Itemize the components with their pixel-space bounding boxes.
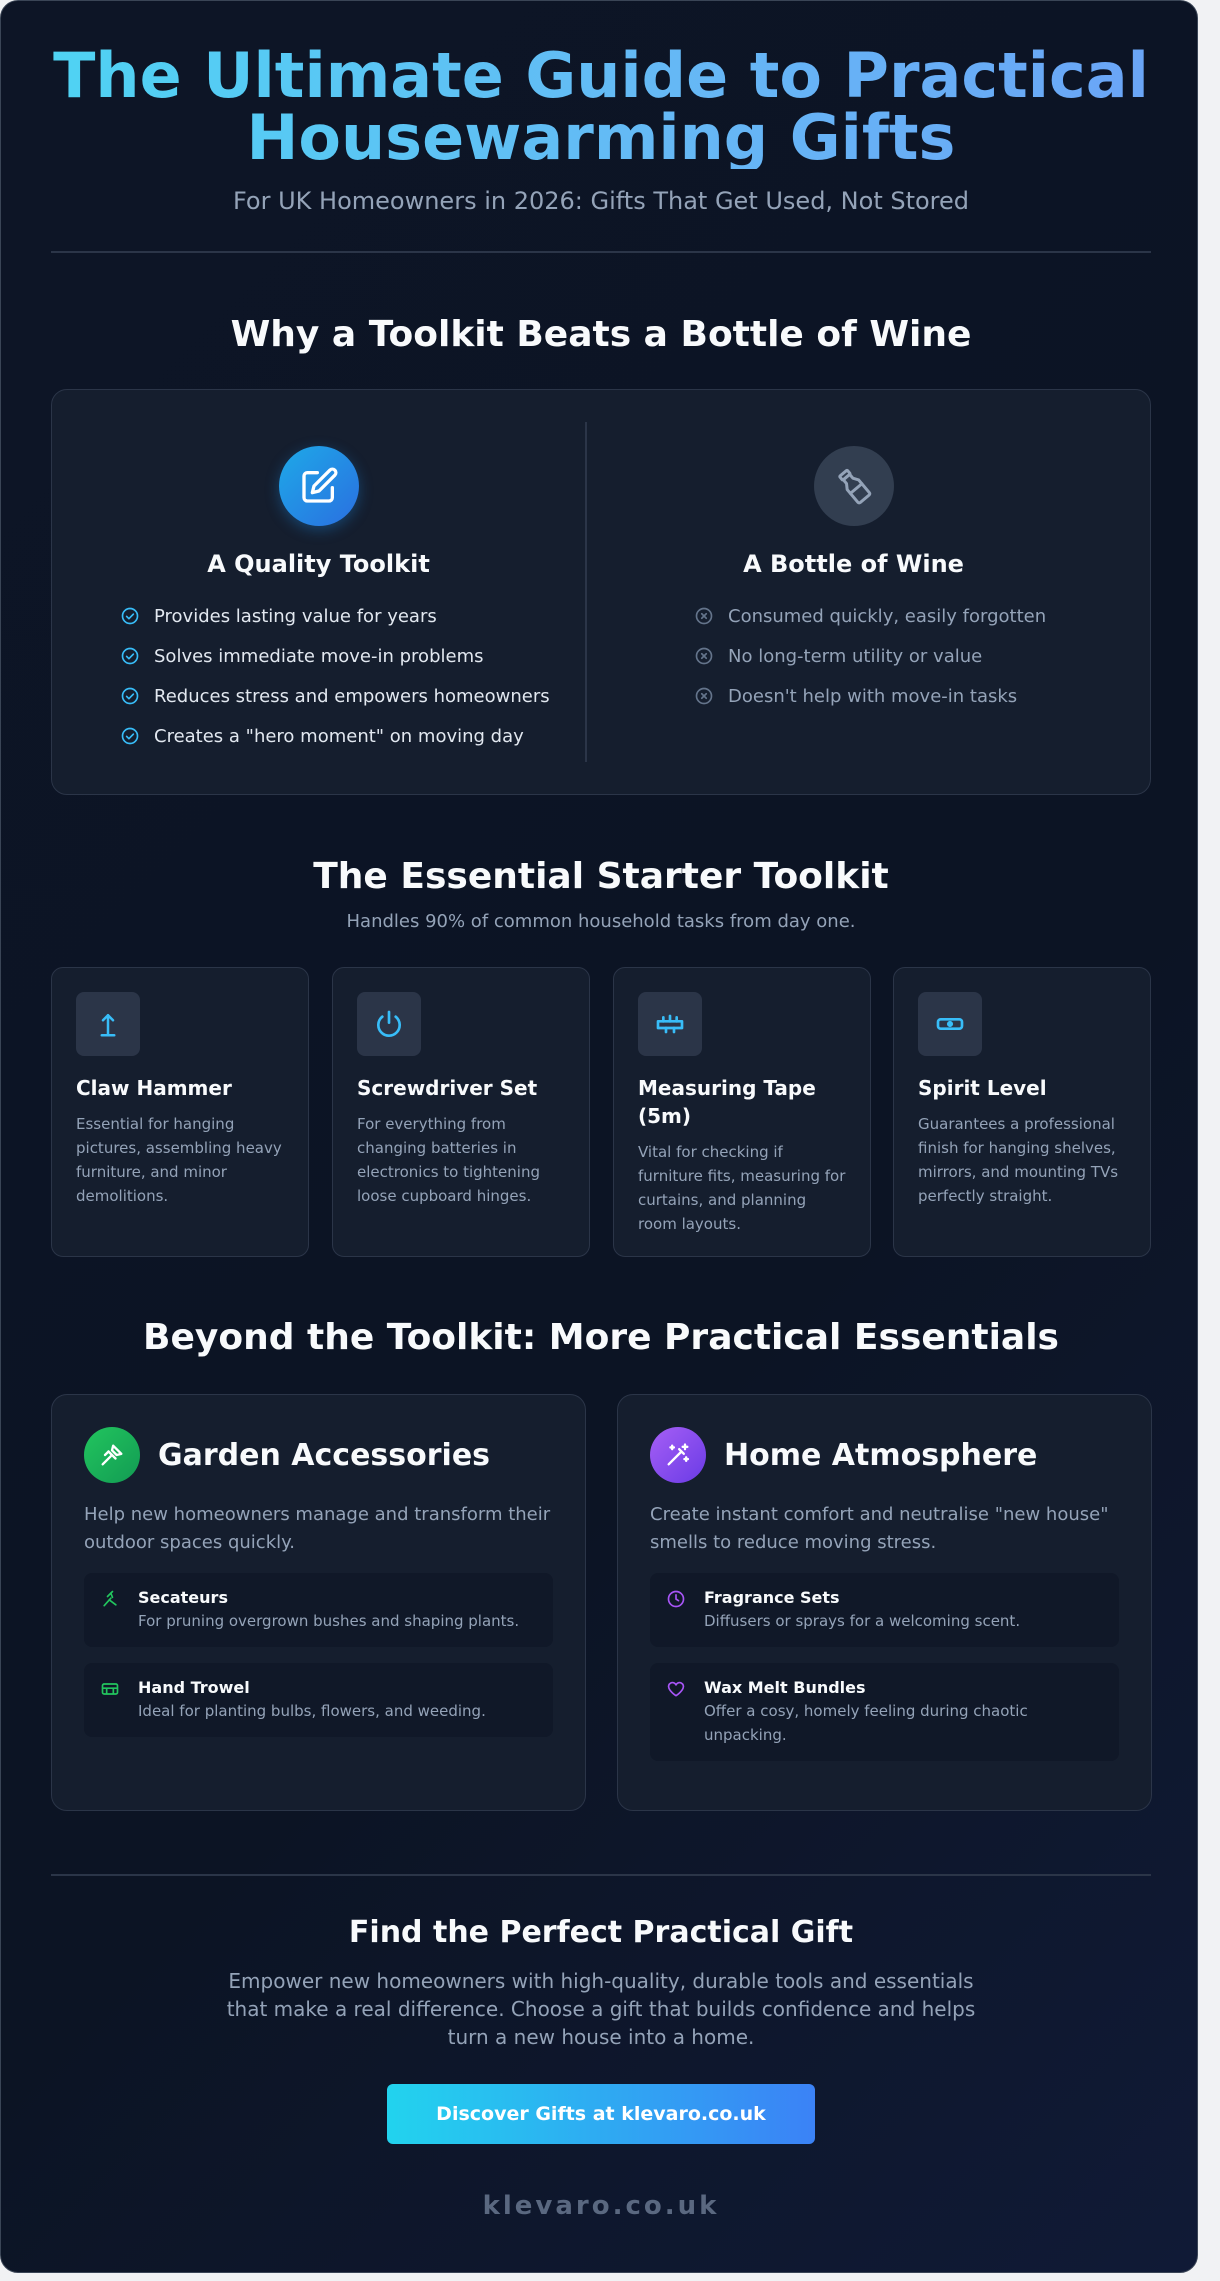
beyond-heading: Beyond the Toolkit: More Practical Essentials: [143, 1317, 1059, 1358]
tool-title: Screwdriver Set: [357, 1076, 538, 1100]
item-description: Ideal for planting bulbs, flowers, and weeding.: [138, 1702, 486, 1720]
tool-title: Spirit Level: [918, 1076, 1047, 1100]
tool-card-measuring-tape: [613, 967, 871, 1257]
garden-tools-icon: [84, 1427, 140, 1483]
edit-icon: [279, 446, 359, 526]
spirit-level-icon: [918, 992, 982, 1056]
check-circle-icon: [120, 686, 140, 706]
check-circle-icon: [120, 726, 140, 746]
list-item-text: No long-term utility or value: [728, 645, 983, 667]
list-item: [84, 1573, 553, 1647]
item-title: Wax Melt Bundles: [704, 1678, 866, 1697]
tape-measure-icon: [638, 992, 702, 1056]
footer-brand: klevaro.co.uk: [482, 2191, 720, 2221]
hammer-icon: [76, 992, 140, 1056]
atmosphere-description: Create instant comfort and neutralise "new house" smells to reduce moving stress.: [650, 1504, 1109, 1553]
item-description: Offer a cosy, homely feeling during chaotic unpacking.: [704, 1702, 1028, 1744]
list-item-text: Doesn't help with move-in tasks: [728, 685, 1018, 707]
tool-description: Vital for checking if furniture fits, measuring for curtains, and planning room layouts.: [638, 1143, 846, 1233]
wine-drawbacks-list: [587, 596, 1120, 716]
wine-column: [587, 446, 1120, 716]
toolkit-benefits-list: [52, 596, 585, 756]
cta-text: Empower new homeowners with high-quality, durable tools and essentials that make a real difference. Choose a gift that builds confidence and helps turn a new house into a home.: [226, 1969, 976, 2049]
list-item: [120, 636, 585, 676]
tool-card-screwdriver-set: [332, 967, 590, 1257]
tool-card-claw-hammer: [51, 967, 309, 1257]
secateurs-icon: [100, 1589, 120, 1609]
toolkit-column: [52, 446, 585, 756]
item-description: Diffusers or sprays for a welcoming scent.: [704, 1612, 1021, 1630]
tool-title: Claw Hammer: [76, 1076, 232, 1100]
divider: [51, 251, 1151, 253]
comparison-card: [51, 389, 1151, 795]
tool-description: Guarantees a professional finish for hanging shelves, mirrors, and mounting TVs perfectly straight.: [918, 1115, 1119, 1205]
list-item: [650, 1663, 1119, 1761]
toolkit-heading: The Essential Starter Toolkit: [313, 856, 889, 897]
cta-heading: Find the Perfect Practical Gift: [348, 1915, 854, 1950]
tool-description: Essential for hanging pictures, assembling heavy furniture, and minor demolitions.: [76, 1115, 282, 1205]
tool-card-spirit-level: [893, 967, 1151, 1257]
home-atmosphere-card: [617, 1394, 1152, 1811]
heart-icon: [666, 1679, 686, 1699]
garden-description: Help new homeowners manage and transform their outdoor spaces quickly.: [84, 1504, 551, 1553]
toolkit-title: A Quality Toolkit: [207, 550, 430, 578]
cross-circle-icon: [694, 606, 714, 626]
list-item: [120, 716, 585, 756]
list-item: [120, 596, 585, 636]
check-circle-icon: [120, 606, 140, 626]
list-item: [694, 596, 1120, 636]
item-title: Secateurs: [138, 1588, 228, 1607]
tool-description: For everything from changing batteries in electronics to tightening loose cupboard hinges.: [357, 1115, 540, 1205]
list-item-text: Solves immediate move-in problems: [154, 645, 484, 667]
garden-accessories-card: [51, 1394, 586, 1811]
list-item-text: Provides lasting value for years: [154, 605, 437, 627]
discover-gifts-button[interactable]: Discover Gifts at klevaro.co.uk: [387, 2084, 815, 2144]
title-line-2: Housewarming Gifts: [246, 101, 956, 174]
divider: [51, 1874, 1151, 1876]
list-item: [694, 676, 1120, 716]
check-circle-icon: [120, 646, 140, 666]
comparison-heading: Why a Toolkit Beats a Bottle of Wine: [230, 314, 972, 355]
list-item: [84, 1663, 553, 1737]
item-description: For pruning overgrown bushes and shaping plants.: [138, 1612, 520, 1630]
screwdriver-icon: [357, 992, 421, 1056]
list-item-text: Creates a "hero moment" on moving day: [154, 725, 524, 747]
list-item-text: Reduces stress and empowers homeowners: [154, 685, 550, 707]
item-title: Fragrance Sets: [704, 1588, 840, 1607]
cross-circle-icon: [694, 686, 714, 706]
page-title: [51, 39, 1151, 174]
sparkle-wand-icon: [650, 1427, 706, 1483]
garden-title: Garden Accessories: [158, 1437, 491, 1473]
cross-circle-icon: [694, 646, 714, 666]
atmosphere-title: Home Atmosphere: [724, 1437, 1038, 1473]
item-title: Hand Trowel: [138, 1678, 250, 1697]
clock-icon: [666, 1589, 686, 1609]
page-subtitle: For UK Homeowners in 2026: Gifts That Get Used, Not Stored: [232, 187, 970, 215]
tool-title: Measuring Tape (5m): [638, 1076, 816, 1128]
list-item: [120, 676, 585, 716]
list-item: [694, 636, 1120, 676]
toolkit-subheading: Handles 90% of common household tasks from day one.: [346, 911, 856, 932]
list-item: [650, 1573, 1119, 1647]
list-item-text: Consumed quickly, easily forgotten: [728, 605, 1047, 627]
trowel-icon: [100, 1679, 120, 1699]
wine-title: A Bottle of Wine: [743, 550, 964, 578]
wine-bottle-icon: [814, 446, 894, 526]
title-line-1: The Ultimate Guide to Practical: [53, 39, 1149, 112]
